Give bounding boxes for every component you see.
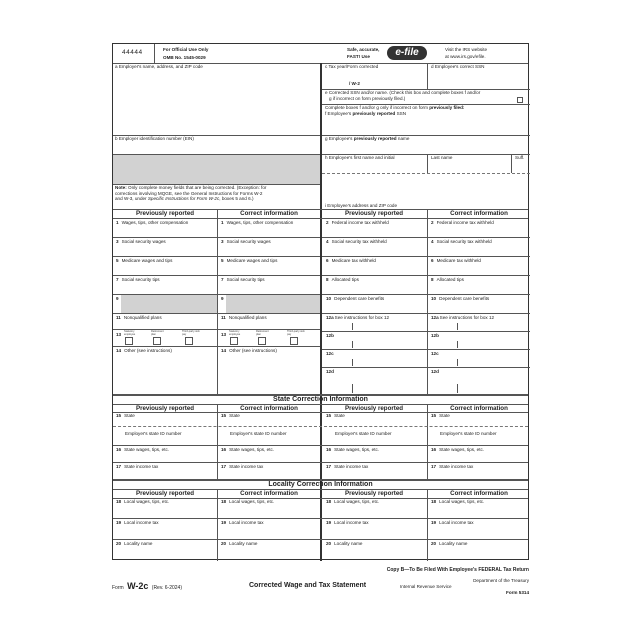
col-prev-right: Previously reported: [344, 210, 404, 217]
box-h-suff-label: Suff.: [515, 155, 525, 160]
box-12a-prev: 12aSee instructions for box 12: [326, 315, 390, 320]
box-i-label: i Employee's address and ZIP code: [325, 203, 398, 208]
note-line3-italic: Specific Instructions for Form W-2c: [147, 196, 220, 201]
divider: [113, 313, 320, 314]
omb-number: OMB No. 1545-0029: [163, 55, 206, 60]
box-20-c1: 20 Locality name: [116, 541, 153, 546]
box-g-label: [325, 136, 409, 141]
form-code-box: [113, 44, 155, 63]
divider: [322, 237, 530, 238]
state-id-c3: Employer's state ID number: [335, 431, 392, 436]
box-h-last-label: Last name: [431, 155, 453, 160]
box-f-post: SSN: [395, 111, 407, 116]
form-name: W-2c: [127, 581, 149, 591]
statutory-label: Statutory employee: [124, 330, 136, 336]
box-17-c2: 17 State income tax: [221, 464, 264, 469]
box-h-label: h Employee's first name and initial: [325, 155, 395, 160]
form-id: [112, 581, 182, 591]
box-9-prev-gray: [121, 295, 217, 313]
form-code: 44444: [122, 49, 143, 56]
divider: [113, 462, 528, 463]
divider: [322, 275, 530, 276]
box-15-c3: 15 State: [326, 413, 345, 418]
box-2-correct: 2 Federal income tax withheld: [431, 220, 494, 225]
complete-fg-note: [325, 105, 464, 110]
box-4-correct: 4 Social security tax withheld: [431, 239, 492, 244]
locality-col-prev-left: Previously reported: [135, 490, 195, 497]
divider: [217, 489, 218, 561]
divider: [113, 218, 528, 219]
state-id-c2: Employer's state ID number: [230, 431, 287, 436]
box-e-checkbox[interactable]: [517, 97, 523, 103]
box-16-c1: 16 State wages, tips, etc.: [116, 447, 170, 452]
divider: [322, 349, 530, 350]
box-12a-correct: 12aSee instructions for box 12: [431, 315, 495, 320]
form-title: Corrected Wage and Tax Statement: [249, 582, 367, 589]
box-12c-correct: 12c: [431, 351, 439, 356]
box-17-c1: 17 State income tax: [116, 464, 159, 469]
box-f-field[interactable]: [322, 117, 530, 135]
divider: [511, 154, 512, 173]
code-divider: [457, 341, 458, 348]
dept-line2: Internal Revenue Service: [400, 584, 452, 589]
box-a-label: a Employer's name, address, and ZIP code: [115, 64, 203, 69]
code-divider: [352, 359, 353, 366]
box-11-correct: 11 Nonqualified plans: [221, 315, 267, 320]
divider: [113, 539, 528, 540]
form-number: Form 5314: [506, 590, 529, 595]
box-13-correct-num: 13: [221, 332, 227, 337]
note-bold: Note:: [115, 185, 127, 190]
irs-line2: at www.irs.gov/efile.: [445, 54, 486, 59]
locality-col-correct-right: Correct information: [450, 490, 508, 497]
box-14-correct: 14 Other (see instructions): [221, 348, 277, 353]
box-e-line1: e Corrected SSN and/or name. (Check this box and complete boxes f and/or: [325, 90, 481, 95]
statutory-checkbox-correct[interactable]: [230, 337, 238, 345]
box-b-field[interactable]: [113, 142, 321, 154]
box-8-prev: 8 Allocated tips: [326, 277, 359, 282]
note-line1: Only complete money fields that are being corrected. (Exception: for: [126, 185, 267, 190]
state-section-title: State Correction Information: [273, 396, 368, 403]
col-correct-left: Correct information: [240, 210, 298, 217]
divider: [322, 256, 530, 257]
box-i-field[interactable]: [322, 174, 530, 202]
box-20-c3: 20 Locality name: [326, 541, 363, 546]
retirement-label: Retirement plan: [256, 330, 269, 336]
divider: [113, 445, 528, 446]
box-f-bold: previously reported: [352, 111, 396, 116]
box-15-c4: 15 State: [431, 413, 450, 418]
divider: [322, 367, 530, 368]
locality-section-title: Locality Correction Information: [268, 481, 373, 488]
code-divider: [352, 384, 353, 393]
box-19-c2: 19 Local income tax: [221, 520, 264, 525]
box-7-prev: 7 Social security tips: [116, 277, 160, 282]
safe-line1: Safe, accurate,: [347, 47, 380, 52]
dept-line1: Department of the Treasury: [473, 578, 529, 583]
retirement-checkbox-correct[interactable]: [258, 337, 266, 345]
box-18-c2: 18 Local wages, tips, etc.: [221, 499, 275, 504]
box-f-label: [325, 111, 406, 116]
box-g-field[interactable]: [322, 142, 530, 154]
state-col-correct-left: Correct information: [240, 405, 298, 412]
box-1-correct: 1 Wages, tips, other compensation: [221, 220, 294, 225]
box-1-prev: 1 Wages, tips, other compensation: [116, 220, 189, 225]
box-g-bold: previously reported: [353, 136, 397, 141]
box-16-c2: 16 State wages, tips, etc.: [221, 447, 275, 452]
box-15-c1: 15 State: [116, 413, 135, 418]
box-9-correct: 9: [221, 296, 224, 301]
divider: [113, 275, 320, 276]
state-col-prev-left: Previously reported: [135, 405, 195, 412]
col-prev-left: Previously reported: [135, 210, 195, 217]
irs-line1: Visit the IRS website: [445, 47, 488, 52]
box-17-c3: 17 State income tax: [326, 464, 369, 469]
retirement-label: Retirement plan: [151, 330, 164, 336]
complete-fg-pre: Complete boxes f and/or g only if incorrect on form: [325, 105, 430, 110]
col-correct-right: Correct information: [450, 210, 508, 217]
box-c-value: / W-2: [349, 81, 360, 86]
box-f-pre: f Employee's: [325, 111, 353, 116]
copy-b-label: Copy B—To Be Filed With Employee's FEDERAL Tax Return: [386, 567, 529, 573]
box-6-correct: 6 Medicare tax withheld: [431, 258, 481, 263]
divider: [322, 313, 530, 314]
statutory-label: Statutory employee: [229, 330, 241, 336]
w2c-form-page: [112, 43, 529, 595]
locality-col-prev-right: Previously reported: [344, 490, 404, 497]
box-7-correct: 7 Social security tips: [221, 277, 265, 282]
state-id-c1: Employer's state ID number: [125, 431, 182, 436]
divider: [113, 346, 320, 347]
divider: [322, 294, 530, 295]
note-text: [115, 185, 266, 202]
box-20-c4: 20 Locality name: [431, 541, 468, 546]
thirdparty-label: Third-party sick pay: [182, 330, 200, 336]
box-d-field[interactable]: [428, 70, 529, 89]
box-c-label: c Tax year/Form corrected: [325, 64, 379, 69]
box-10-correct: 10 Dependent care benefits: [431, 296, 490, 301]
code-divider: [457, 323, 458, 330]
box-2-prev: 2 Federal income tax withheld: [326, 220, 389, 225]
box-18-c4: 18 Local wages, tips, etc.: [431, 499, 485, 504]
gray-shaded-area: [113, 155, 321, 184]
thirdparty-checkbox-prev[interactable]: [185, 337, 193, 345]
box-19-c3: 19 Local income tax: [326, 520, 369, 525]
divider: [427, 154, 428, 173]
box-d-label: d Employee's correct SSN: [431, 64, 485, 69]
box-5-prev: 5 Medicare wages and tips: [116, 258, 173, 263]
state-col-prev-right: Previously reported: [344, 405, 404, 412]
box-3-correct: 3 Social security wages: [221, 239, 271, 244]
divider: [217, 404, 218, 479]
state-id-c4: Employer's state ID number: [440, 431, 497, 436]
box-9-prev: 9: [116, 296, 119, 301]
divider: [427, 404, 428, 479]
box-18-c3: 18 Local wages, tips, etc.: [326, 499, 380, 504]
form-revision: (Rev. 6-2024): [151, 585, 182, 591]
box-3-prev: 3 Social security wages: [116, 239, 166, 244]
form-word: Form: [112, 585, 124, 591]
box-b-label: b Employer identification number (EIN): [115, 136, 194, 141]
code-divider: [352, 323, 353, 330]
thirdparty-checkbox-correct[interactable]: [290, 337, 298, 345]
box-4-prev: 4 Social security tax withheld: [326, 239, 387, 244]
box-11-prev: 11 Nonqualified plans: [116, 315, 162, 320]
box-12b-prev: 12b: [326, 333, 334, 338]
box-20-c2: 20 Locality name: [221, 541, 258, 546]
divider: [113, 256, 320, 257]
retirement-checkbox-prev[interactable]: [153, 337, 161, 345]
efile-header: [321, 44, 529, 63]
dashed-divider: [113, 426, 528, 427]
statutory-checkbox-prev[interactable]: [125, 337, 133, 345]
note-line3-pre: and W-3, under: [115, 196, 148, 201]
box-g-post: name: [396, 136, 410, 141]
box-19-c1: 19 Local income tax: [116, 520, 159, 525]
box-19-c4: 19 Local income tax: [431, 520, 474, 525]
box-10-prev: 10 Dependent care benefits: [326, 296, 385, 301]
state-col-correct-right: Correct information: [450, 405, 508, 412]
complete-fg-bold: previously filed:: [429, 105, 465, 110]
divider: [427, 489, 428, 561]
box-9-correct-gray: [226, 295, 320, 313]
box-18-c1: 18 Local wages, tips, etc.: [116, 499, 170, 504]
code-divider: [457, 384, 458, 393]
note-line3-post: , boxes 5 and 6.): [219, 196, 254, 201]
w2c-form: [112, 43, 529, 560]
code-divider: [457, 359, 458, 366]
box-a-field[interactable]: [113, 70, 321, 134]
box-12d-prev: 12d: [326, 369, 334, 374]
divider: [113, 518, 528, 519]
box-16-c4: 16 State wages, tips, etc.: [431, 447, 485, 452]
box-e-line2: g if incorrect on form previously filed.): [329, 96, 406, 101]
note-line2: corrections involving MQGE, see the General Instructions for Forms W-2: [115, 190, 263, 196]
official-use-label: For Official Use Only: [163, 47, 209, 52]
box-6-prev: 6 Medicare tax withheld: [326, 258, 376, 263]
box-16-c3: 16 State wages, tips, etc.: [326, 447, 380, 452]
divider: [113, 412, 528, 413]
box-14-prev: 14 Other (see instructions): [116, 348, 172, 353]
code-divider: [352, 341, 353, 348]
thirdparty-label: Third-party sick pay: [287, 330, 305, 336]
box-5-correct: 5 Medicare wages and tips: [221, 258, 278, 263]
box-12c-prev: 12c: [326, 351, 334, 356]
safe-line2: FAST! Use: [347, 54, 370, 59]
box-17-c4: 17 State income tax: [431, 464, 474, 469]
locality-col-correct-left: Correct information: [240, 490, 298, 497]
divider: [113, 237, 320, 238]
box-8-correct: 8 Allocated tips: [431, 277, 464, 282]
box-15-c2: 15 State: [221, 413, 240, 418]
divider: [322, 331, 530, 332]
box-g-pre: g Employee's: [325, 136, 354, 141]
box-12b-correct: 12b: [431, 333, 439, 338]
efile-logo: e-file: [387, 46, 427, 60]
box-13-prev-num: 13: [116, 332, 122, 337]
box-12d-correct: 12d: [431, 369, 439, 374]
